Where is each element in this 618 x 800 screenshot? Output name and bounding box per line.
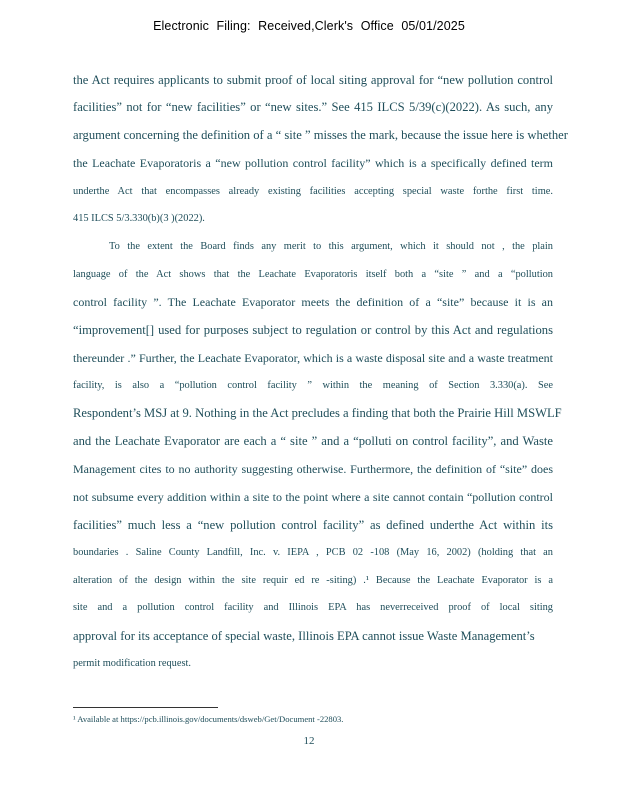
text-line: underthe Act that encompasses already existing facilities accepting special waste forthe first time. — [73, 186, 553, 197]
text-line: and the Leachate Evaporator are each a “ site ” and a “polluti on control facility”, and Waste — [73, 434, 553, 448]
page-number: 12 — [303, 735, 315, 747]
text-line: not subsume every addition within a site to the point where a site cannot contain “pollution control — [73, 490, 553, 504]
text-line: boundaries . Saline County Landfill, Inc. v. IEPA , PCB 02 -108 (May 16, 2002) (holding that an — [73, 547, 553, 558]
text-line: Respondent’s MSJ at 9. Nothing in the Act precludes a finding that both the Prairie Hill MSWLF — [73, 406, 562, 420]
text-line: facility, is also a “pollution control facility ” within the meaning of Section 3.330(a). See — [73, 380, 553, 391]
electronic-filing-header: Electronic Filing: Received,Clerk's Office 05/01/2025 — [153, 19, 465, 33]
text-line: site and a pollution control facility and Illinois EPA has neverreceived proof of local siting — [73, 602, 553, 613]
text-line: Management cites to no authority suggesting otherwise. Furthermore, the definition of “site” does — [73, 462, 553, 476]
text-line: “improvement[] used for purposes subject to regulation or control by this Act and regulations — [73, 323, 553, 337]
text-line: language of the Act shows that the Leachate Evaporatoris itself both a “site ” and a “pollution — [73, 269, 553, 280]
text-line: the Act requires applicants to submit proof of local siting approval for “new pollution control — [73, 73, 553, 87]
text-line: facilities” much less a “new pollution control facility” as defined underthe Act within its — [73, 518, 553, 532]
text-line: facilities” not for “new facilities” or “new sites.” See 415 ILCS 5/39(c)(2022). As such, any — [73, 100, 553, 114]
footnote-divider — [73, 707, 218, 708]
text-line: thereunder .” Further, the Leachate Evaporator, which is a waste disposal site and a waste treatment — [73, 351, 553, 365]
text-line: the Leachate Evaporatoris a “new pollution control facility” which is a specifically defined term — [73, 156, 553, 170]
text-line: permit modification request. — [73, 658, 192, 669]
text-line: control facility ”. The Leachate Evaporator meets the definition of a “site” because it is an — [73, 295, 553, 309]
text-line: argument concerning the definition of a “ site ” misses the mark, because the issue here is whether — [73, 128, 568, 142]
text-line: 415 ILCS 5/3.330(b)(3 )(2022). — [73, 213, 205, 224]
text-line: To the extent the Board finds any merit to this argument, which it should not , the plain — [109, 241, 553, 252]
footnote: ¹ Available at https://pcb.illinois.gov/documents/dsweb/Get/Document -22803. — [73, 714, 344, 724]
text-line: alteration of the design within the site requir ed re -siting) .¹ Because the Leachate Evaporator is a — [73, 575, 553, 586]
text-line: approval for its acceptance of special waste, Illinois EPA cannot issue Waste Management’s — [73, 629, 535, 643]
